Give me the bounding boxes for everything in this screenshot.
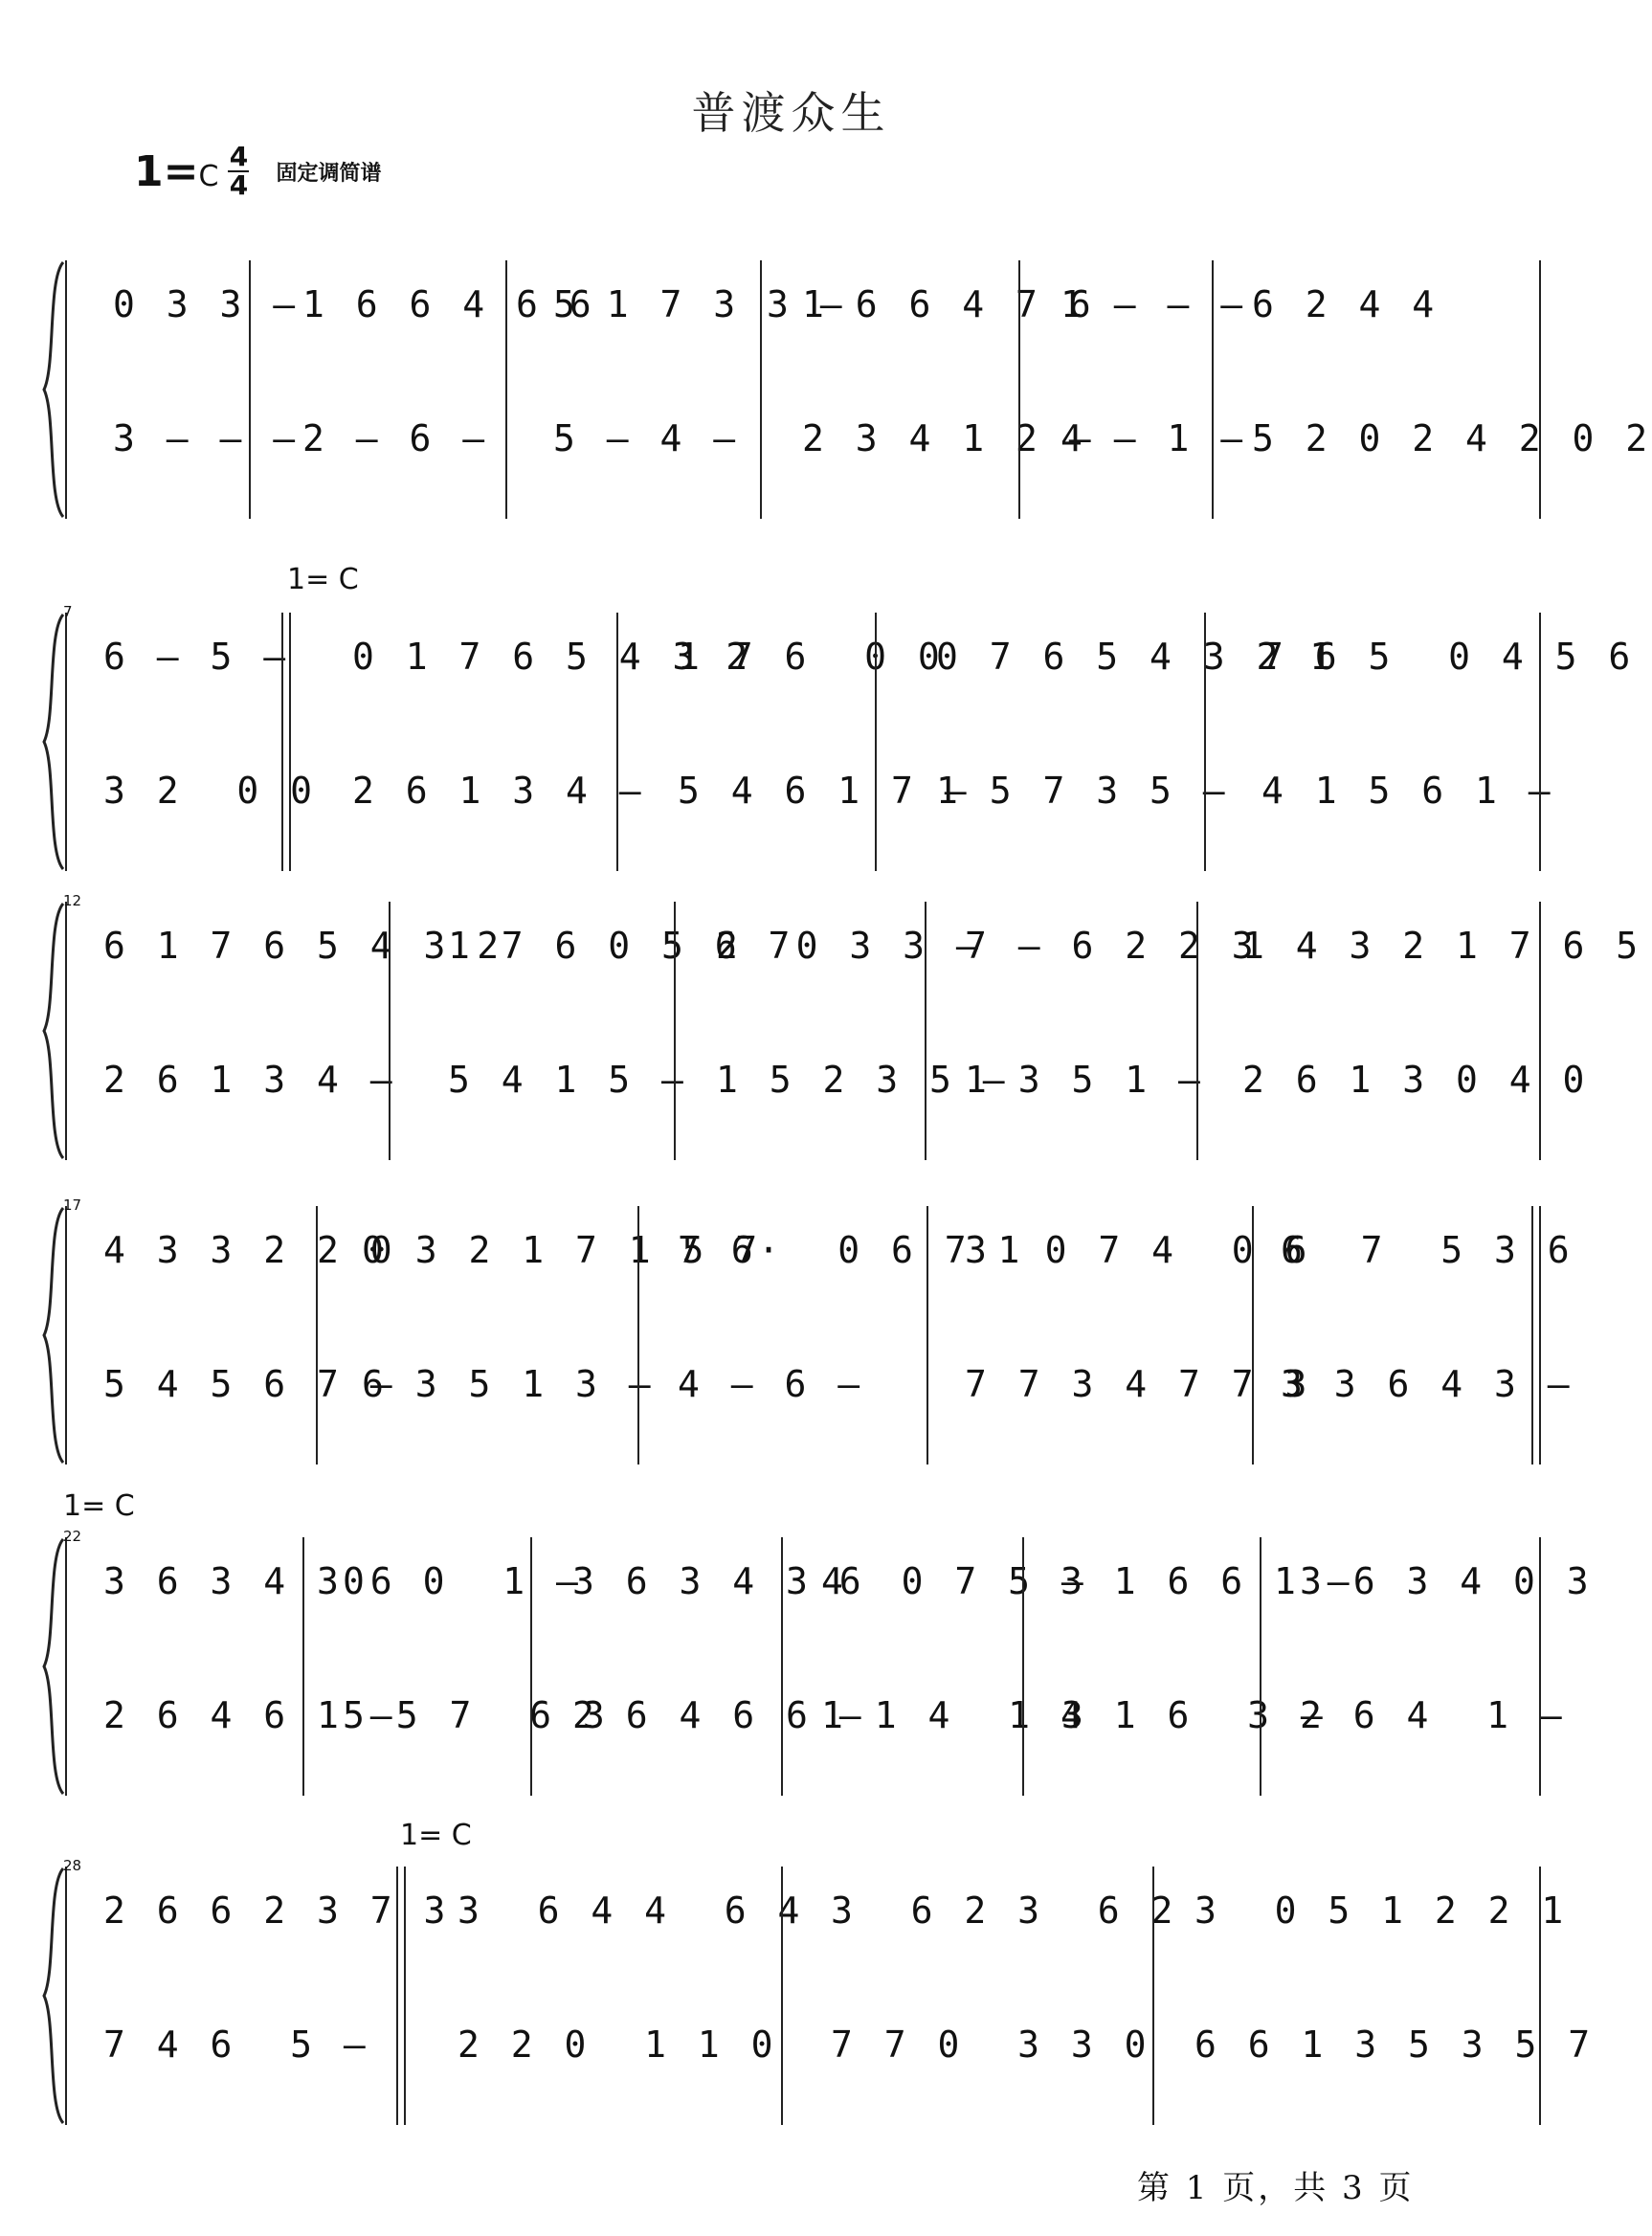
- measure-bottom-10: 1 5 7 3 5 –: [936, 770, 1230, 812]
- treble-staff: [65, 1537, 1594, 1623]
- barline: [1539, 260, 1541, 519]
- measure-top-1: 0 3 3 –: [113, 283, 301, 325]
- barline: [781, 1537, 783, 1796]
- measure-bottom-7: 3 2 0 0: [103, 770, 318, 812]
- treble-staff: [65, 1867, 1569, 1953]
- barline: [875, 613, 877, 871]
- measure-bottom-30: 7 7 0 3 3 0: [831, 2024, 1151, 2066]
- double-barline: [396, 1867, 406, 2125]
- measure-top-17: 4 3 3 2 2 0: [103, 1229, 397, 1271]
- brace-icon: [42, 902, 65, 1160]
- bass-staff: [65, 1340, 1574, 1426]
- barline: [1539, 1867, 1541, 2125]
- measure-top-9: 1 7 6 0 0: [678, 636, 945, 678]
- notation-type-label: 固定调简谱: [276, 161, 382, 186]
- double-barline: [281, 613, 291, 871]
- barline: [1260, 1537, 1261, 1796]
- barline: [1252, 1206, 1254, 1465]
- measure-top-8: 0 1 7 6 5 4 3 2: [352, 636, 753, 678]
- key-prefix: 1=: [134, 146, 199, 196]
- key-change: 1= C: [400, 1819, 472, 1852]
- measure-top-30: 3 6 2 3 6 2: [831, 1889, 1178, 1932]
- measure-top-29: 3 6 4 4 6 4: [458, 1889, 805, 1932]
- measure-bottom-14: 1 5 2 3 5 –: [716, 1059, 1010, 1101]
- measure-top-28: 2 6 6 2 3 7 3: [103, 1889, 451, 1932]
- measure-bottom-22: 2 6 4 6 1 –: [103, 1694, 397, 1736]
- measure-bottom-11: 4 1 5 6 1 –: [1261, 770, 1555, 812]
- treble-staff: [65, 1206, 1574, 1292]
- measure-top-19: 7 6· 0 6 7 1: [678, 1229, 1025, 1271]
- score-title: 普渡众生: [691, 87, 891, 139]
- score-system-6: [42, 1857, 1596, 2125]
- treble-staff: [65, 260, 1541, 347]
- measure-top-12: 6 1 7 6 5 4 3 2: [103, 925, 504, 967]
- measure-number: 17: [63, 1196, 82, 1214]
- measure-bottom-8: 2 6 1 3 4 –: [352, 770, 646, 812]
- barline: [389, 902, 391, 1160]
- bass-staff: [65, 2001, 1596, 2087]
- measure-top-24: 3 6 3 4 3 6: [572, 1560, 866, 1602]
- measure-bottom-19: 4 – 6 –: [678, 1363, 865, 1405]
- barline: [637, 1206, 639, 1465]
- barline: [249, 260, 251, 519]
- measure-top-22: 3 6 3 4 3 6: [103, 1560, 397, 1602]
- measure-bottom-17: 5 4 5 6 7 –: [103, 1363, 397, 1405]
- measure-number: 12: [63, 892, 82, 909]
- measure-bottom-12: 2 6 1 3 4 –: [103, 1059, 397, 1101]
- barline: [1022, 1537, 1024, 1796]
- measure-top-2: 1 6 6 4 6 6: [302, 283, 596, 325]
- measure-top-11: 7 6 5 0 4 5 6: [1261, 636, 1636, 678]
- measure-top-25: 4 0 7 5 –: [821, 1560, 1088, 1602]
- measure-top-20: 3 0 7 4 0 6: [965, 1229, 1312, 1271]
- measure-bottom-23: 5 5 7 6 3: [343, 1694, 610, 1736]
- brace-icon: [42, 1867, 65, 2125]
- measure-bottom-4: 2 3 4 1 2 –: [802, 417, 1096, 459]
- measure-bottom-25: 1 1 4 1 3: [821, 1694, 1088, 1736]
- measure-top-10: 0 7 6 5 4 3 2 1: [936, 636, 1337, 678]
- measure-number: 22: [63, 1528, 82, 1545]
- bass-staff: [65, 1671, 1567, 1757]
- measure-bottom-13: 5 4 1 5 –: [448, 1059, 688, 1101]
- bass-staff: [65, 1036, 1590, 1122]
- measure-top-18: 0 3 2 1 7 1 5 7: [362, 1229, 763, 1271]
- barline: [302, 1537, 304, 1796]
- measure-top-4: 1 6 6 4 7 6: [802, 283, 1096, 325]
- barline: [926, 1206, 928, 1465]
- score-system-1: [42, 260, 1652, 519]
- measure-bottom-5: 4 – 1 –: [1060, 417, 1248, 459]
- measure-bottom-20: 7 7 3 4 7 7 3: [965, 1363, 1312, 1405]
- time-signature: [228, 141, 249, 201]
- barline: [530, 1537, 532, 1796]
- barline: [1539, 613, 1541, 871]
- measure-number: 7: [63, 603, 73, 620]
- brace-icon: [42, 1206, 65, 1465]
- measure-bottom-3: 5 – 4 –: [553, 417, 741, 459]
- meter-top: 4: [229, 141, 249, 172]
- measure-top-6: 6 2 4 4: [1252, 283, 1440, 325]
- score-system-3: [42, 892, 1643, 1160]
- barline: [1152, 1867, 1154, 2125]
- score-system-4: [42, 1196, 1574, 1465]
- key-note: C: [198, 159, 219, 193]
- measure-top-14: 2 0 3 3 –: [716, 925, 983, 967]
- measure-bottom-15: 1 3 5 1 –: [965, 1059, 1205, 1101]
- measure-bottom-31: 6 6 1 3 5 3 5 7: [1194, 2024, 1596, 2066]
- measure-top-23: 0 0 1 –: [343, 1560, 583, 1602]
- barline: [1204, 613, 1206, 871]
- treble-staff: [65, 902, 1643, 988]
- barline: [1539, 1537, 1541, 1796]
- score-system-2: [42, 603, 1636, 871]
- barline: [674, 902, 676, 1160]
- double-barline: [1531, 1206, 1541, 1465]
- score-header: [134, 141, 382, 201]
- key-change: 1= C: [63, 1489, 135, 1523]
- barline: [505, 260, 507, 519]
- bass-staff: [65, 394, 1652, 481]
- barline: [1196, 902, 1198, 1160]
- measure-number: 28: [63, 1857, 82, 1874]
- measure-top-21: 6 7 5 3 6: [1281, 1229, 1574, 1271]
- barline: [1212, 260, 1214, 519]
- measure-top-27: 3 6 3 4 0 3: [1300, 1560, 1594, 1602]
- measure-bottom-18: 6 3 5 1 3 –: [362, 1363, 656, 1405]
- measure-bottom-16: 2 6 1 3 0 4 0: [1242, 1059, 1590, 1101]
- barline: [781, 1867, 783, 2125]
- measure-top-26: 3 1 6 6 1 –: [1060, 1560, 1354, 1602]
- measure-bottom-24: 2 6 4 6 6 –: [572, 1694, 866, 1736]
- measure-top-3: 5 1 7 3 3 –: [553, 283, 847, 325]
- measure-bottom-9: 5 4 6 1 7 –: [678, 770, 971, 812]
- key-signature: [134, 147, 218, 196]
- measure-top-7: 6 – 5 –: [103, 636, 291, 678]
- measure-bottom-2: 2 – 6 –: [302, 417, 490, 459]
- measure-top-16: 1 4 3 2 1 7 6 5: [1242, 925, 1643, 967]
- page-footer: 第 1 页，共 3 页: [1137, 2169, 1415, 2207]
- key-change: 1= C: [287, 563, 359, 596]
- barline: [760, 260, 762, 519]
- measure-bottom-29: 2 2 0 1 1 0: [458, 2024, 778, 2066]
- measure-top-15: 7 – 6 2 2 3: [965, 925, 1259, 967]
- measure-top-31: 3 0 5 1 2 2 1: [1194, 1889, 1569, 1932]
- measure-bottom-26: 4 1 6 3 –: [1060, 1694, 1328, 1736]
- barline: [1018, 260, 1020, 519]
- measure-bottom-1: 3 – – –: [113, 417, 301, 459]
- score-system-5: [42, 1528, 1594, 1796]
- meter-bottom: 4: [229, 169, 249, 201]
- barline: [1539, 902, 1541, 1160]
- measure-bottom-21: 3 3 6 4 3 –: [1281, 1363, 1574, 1405]
- brace-icon: [42, 613, 65, 871]
- barline: [925, 902, 926, 1160]
- measure-top-13: 1 7 6 0 5 6 7: [448, 925, 795, 967]
- measure-bottom-28: 7 4 6 5 –: [103, 2024, 370, 2066]
- brace-icon: [42, 1537, 65, 1796]
- measure-bottom-6: 5 2 0 2 4 2 0 2: [1252, 417, 1652, 459]
- measure-top-5: 1 – – –: [1060, 283, 1248, 325]
- brace-icon: [42, 260, 65, 519]
- measure-bottom-27: 2 6 4 1 –: [1300, 1694, 1567, 1736]
- barline: [616, 613, 618, 871]
- barline: [316, 1206, 318, 1465]
